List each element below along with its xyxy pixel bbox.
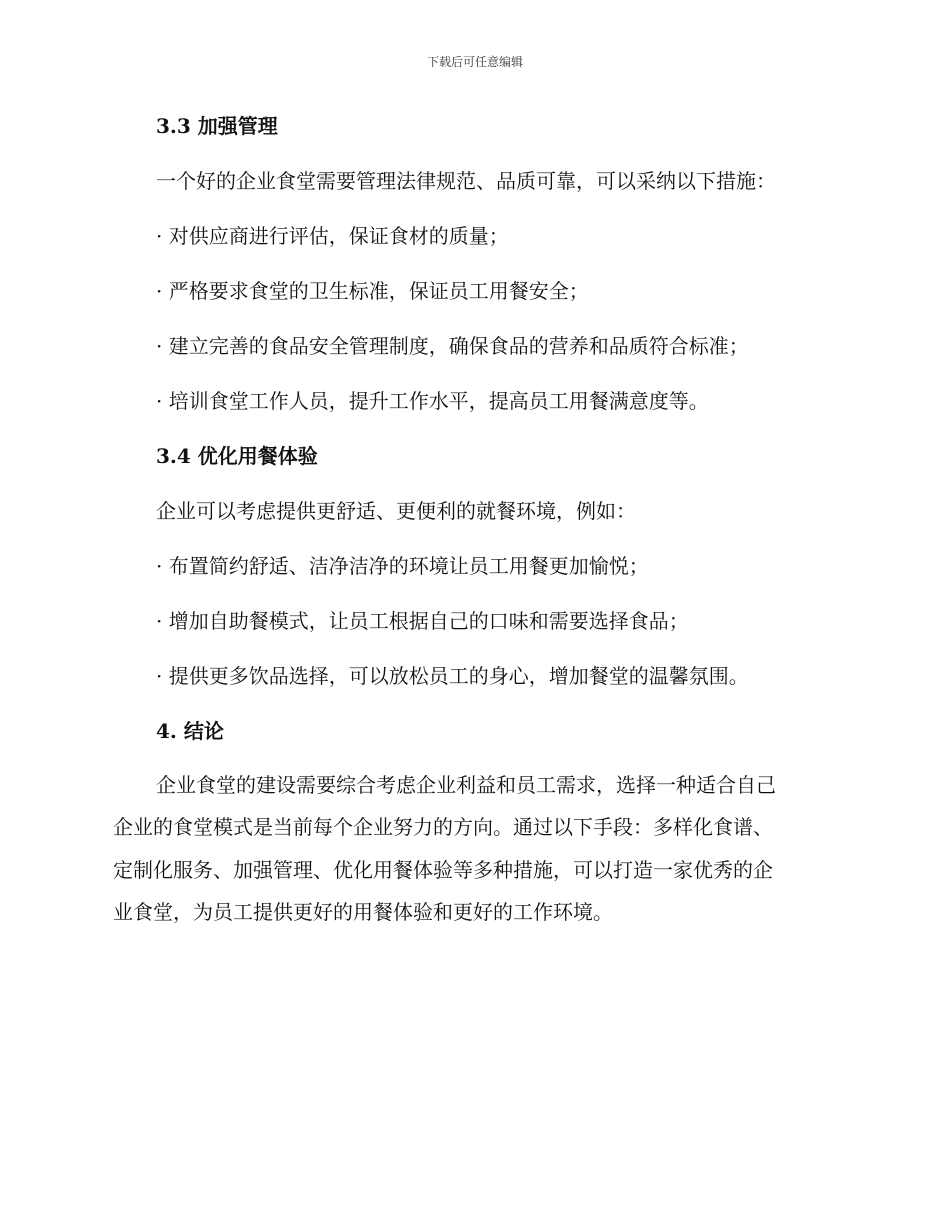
section-3-4-bullet-1: · 布置简约舒适、洁净洁净的环境让员工用餐更加愉悦；: [156, 554, 649, 578]
section-heading-3-4: 3.4 优化用餐体验: [156, 444, 318, 468]
section-3-3-bullet-1: · 对供应商进行评估，保证食材的质量；: [156, 224, 509, 248]
page-header: 下载后可任意编辑: [426, 55, 523, 69]
section-heading-4: 4. 结论: [156, 719, 224, 743]
conclusion-line-1: 企业食堂的建设需要综合考虑企业利益和员工需求，选择一种适合自己: [156, 773, 776, 797]
conclusion-line-3: 定制化服务、加强管理、优化用餐体验等多种措施，可以打造一家优秀的企: [113, 858, 773, 882]
section-3-3-bullet-4: · 培训食堂工作人员，提升工作水平，提高员工用餐满意度等。: [156, 389, 709, 413]
section-3-4-intro: 企业可以考虑提供更舒适、更便利的就餐环境，例如：: [156, 499, 636, 523]
section-heading-3-3: 3.3 加强管理: [156, 114, 278, 138]
section-3-3-bullet-2: · 严格要求食堂的卫生标准，保证员工用餐安全；: [156, 279, 589, 303]
conclusion-line-4: 业食堂，为员工提供更好的用餐体验和更好的工作环境。: [113, 900, 613, 924]
section-3-4-bullet-3: · 提供更多饮品选择，可以放松员工的身心，增加餐堂的温馨氛围。: [156, 664, 749, 688]
section-3-4-bullet-2: · 增加自助餐模式，让员工根据自己的口味和需要选择食品；: [156, 609, 689, 633]
conclusion-line-2: 企业的食堂模式是当前每个企业努力的方向。通过以下手段：多样化食谱、: [113, 815, 773, 839]
section-3-3-intro: 一个好的企业食堂需要管理法律规范、品质可靠，可以采纳以下措施：: [156, 169, 776, 193]
section-3-3-bullet-3: · 建立完善的食品安全管理制度，确保食品的营养和品质符合标准；: [156, 334, 749, 358]
